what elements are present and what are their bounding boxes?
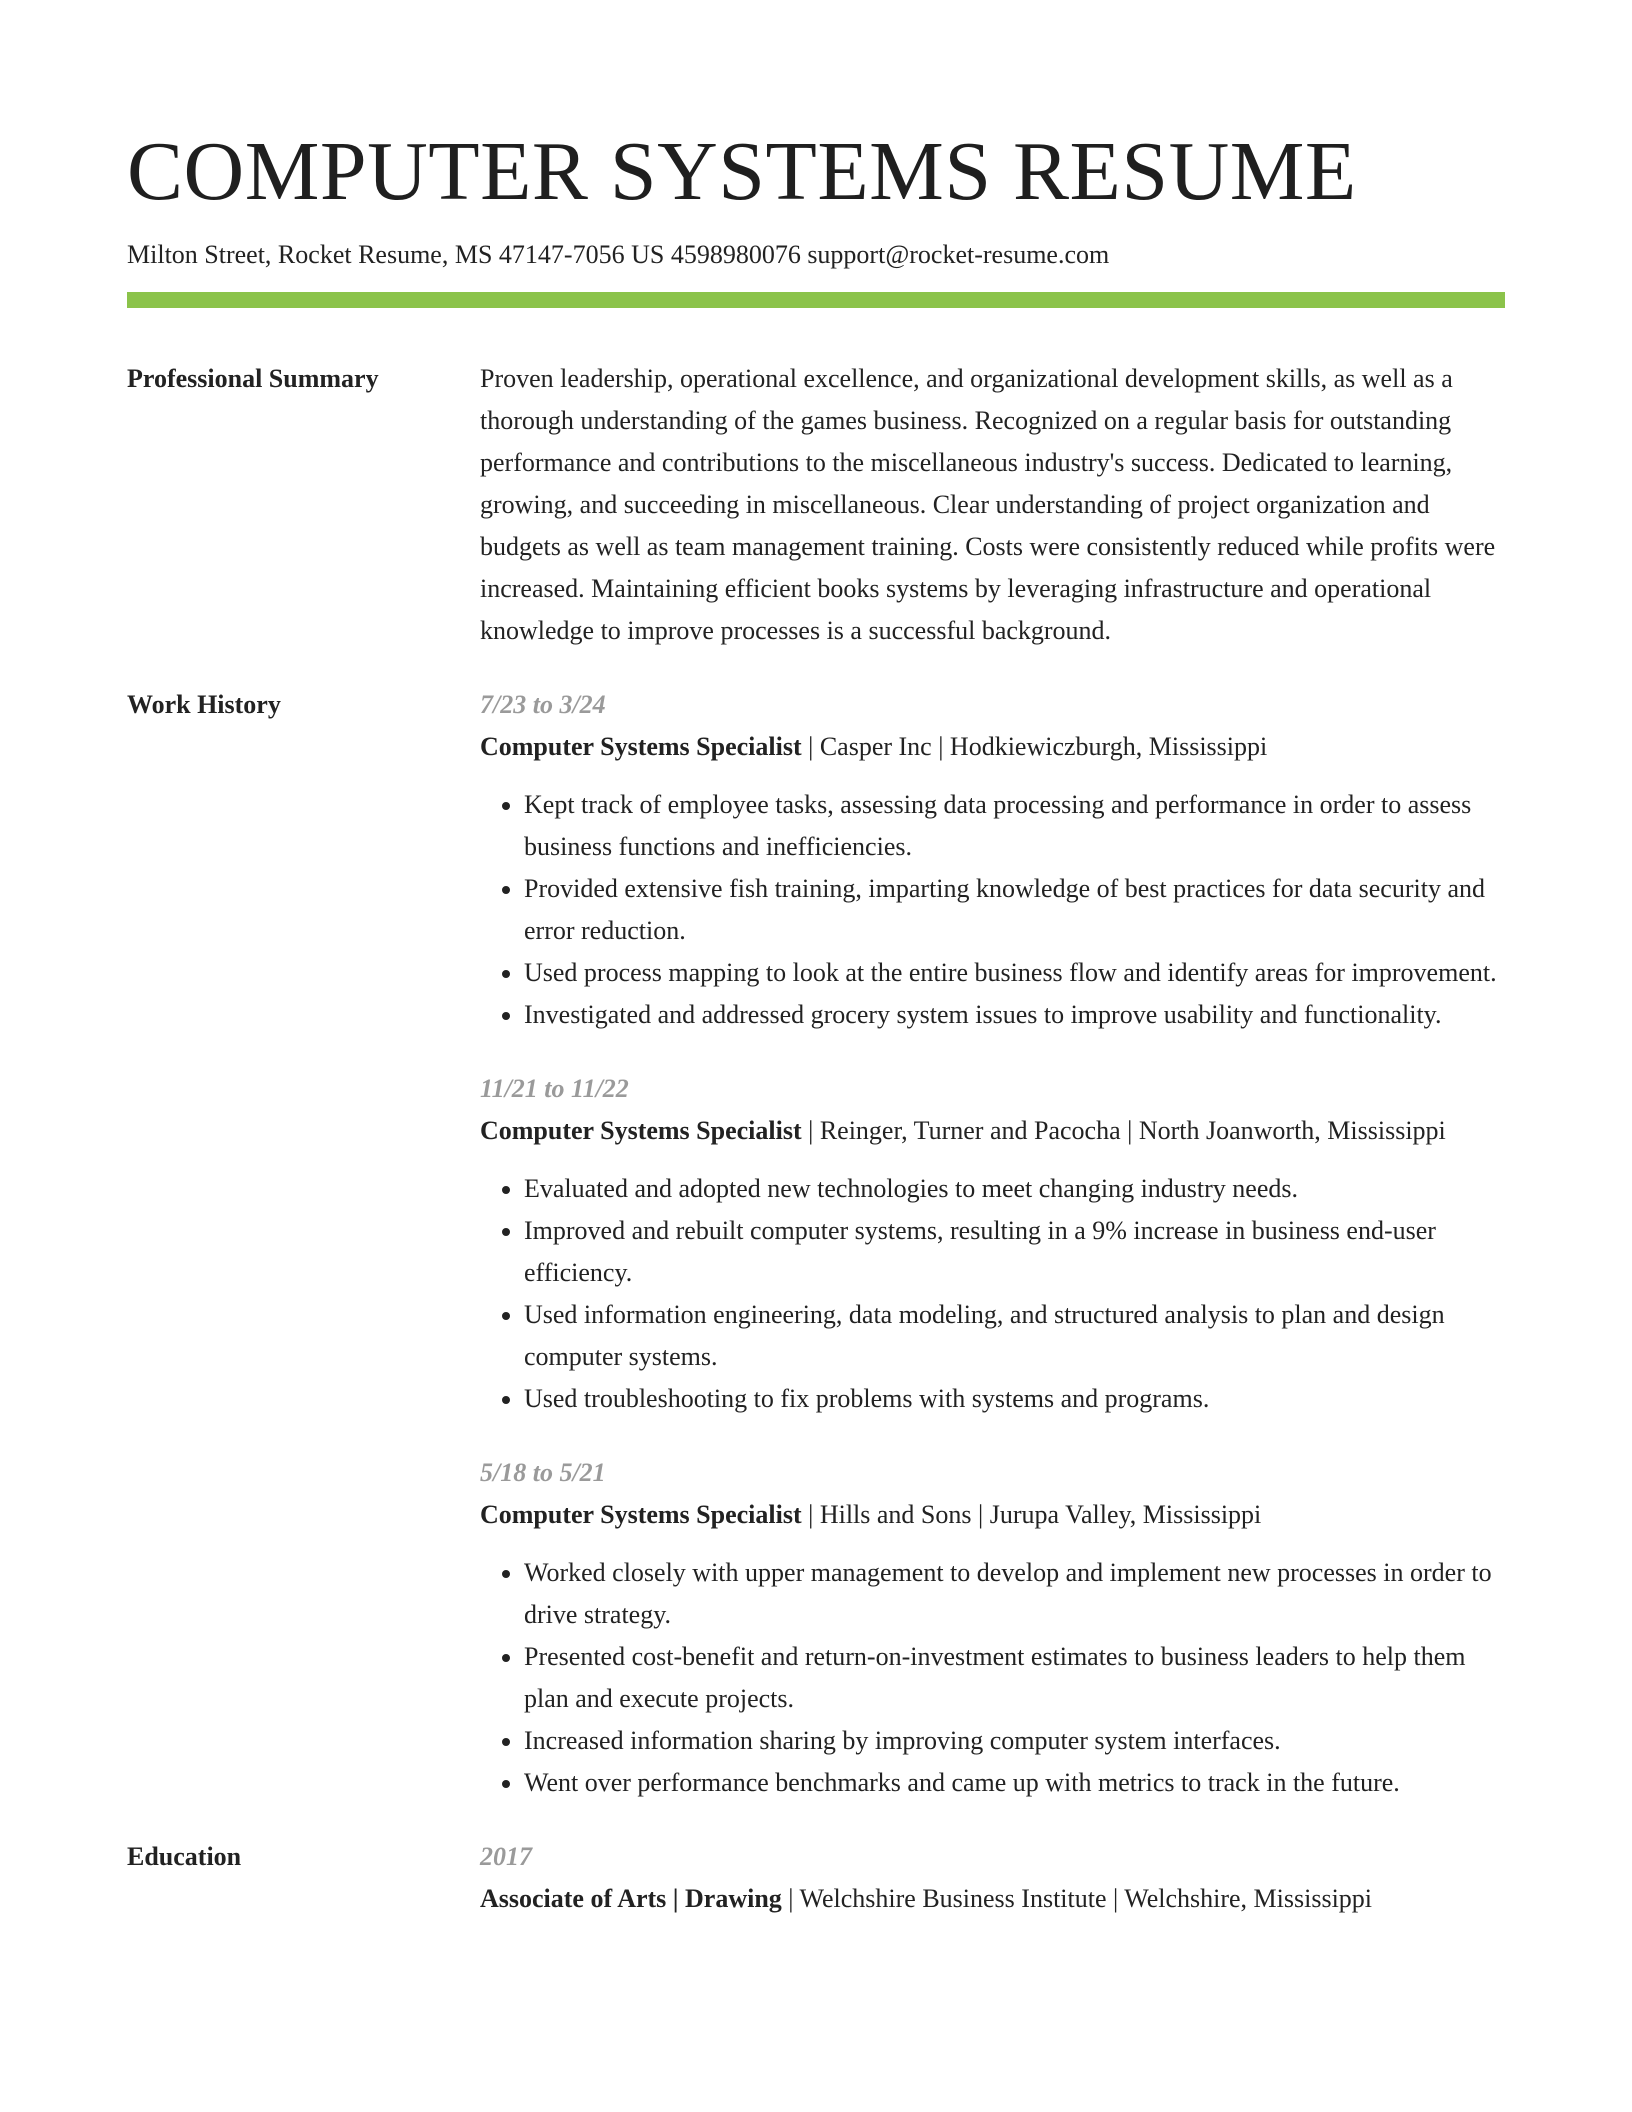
job-bullets — [480, 784, 1505, 1036]
summary-section — [127, 358, 1505, 652]
job-bullet: • Used troubleshooting to fix problems with systems and programs. — [524, 1378, 1505, 1420]
job-bullet: • Used information engineering, data modeling, and structured analysis to plan and design computer systems. — [524, 1294, 1505, 1378]
job-bullets — [480, 1168, 1505, 1420]
education-heading — [480, 1878, 1505, 1920]
job-bullet: • Increased information sharing by improving computer system interfaces. — [524, 1720, 1505, 1762]
job-company-location: | Hills and Sons | Jurupa Valley, Mississippi — [801, 1499, 1262, 1529]
job-entry — [480, 1452, 1505, 1804]
job-heading — [480, 1110, 1505, 1152]
education-section — [127, 1836, 1505, 1920]
job-bullet: • Provided extensive fish training, imparting knowledge of best practices for data security and error reduction. — [524, 868, 1505, 952]
education-year: 2017 — [480, 1841, 532, 1871]
job-dates: 5/18 to 5/21 — [480, 1457, 606, 1487]
job-bullet: • Improved and rebuilt computer systems, resulting in a 9% increase in business end-user efficiency. — [524, 1210, 1505, 1294]
accent-divider — [127, 292, 1505, 308]
section-label-work-history: Work History — [127, 689, 281, 719]
section-label-education: Education — [127, 1841, 242, 1871]
education-degree: Associate of Arts | Drawing — [480, 1883, 782, 1913]
job-bullet: • Went over performance benchmarks and came up with metrics to track in the future. — [524, 1762, 1505, 1804]
job-heading — [480, 726, 1505, 768]
job-company-location: | Casper Inc | Hodkiewiczburgh, Mississippi — [801, 731, 1268, 761]
job-title: Computer Systems Specialist — [480, 1499, 802, 1529]
job-company-location: | Reinger, Turner and Pacocha | North Joanworth, Mississippi — [801, 1115, 1446, 1145]
job-bullet: • Used process mapping to look at the entire business flow and identify areas for improvement. — [524, 952, 1505, 994]
job-entry — [480, 1068, 1505, 1420]
job-heading — [480, 1494, 1505, 1536]
job-dates: 7/23 to 3/24 — [480, 689, 606, 719]
job-dates: 11/21 to 11/22 — [480, 1073, 629, 1103]
job-title: Computer Systems Specialist — [480, 731, 802, 761]
job-bullets — [480, 1552, 1505, 1804]
work-history-section — [127, 684, 1505, 1804]
job-title: Computer Systems Specialist — [480, 1115, 802, 1145]
job-bullet: • Worked closely with upper management to develop and implement new processes in order to drive strategy. — [524, 1552, 1505, 1636]
job-entry — [480, 684, 1505, 1036]
resume-title: COMPUTER SYSTEMS RESUME — [127, 125, 1357, 218]
job-bullet: • Evaluated and adopted new technologies to meet changing industry needs. — [524, 1168, 1505, 1210]
contact-line: Milton Street, Rocket Resume, MS 47147-7056 US 4598980076 support@rocket-resume.com — [127, 240, 1110, 269]
job-bullet: • Kept track of employee tasks, assessing data processing and performance in order to assess business functions and inefficiencies. — [524, 784, 1505, 868]
education-school-location: | Welchshire Business Institute | Welchshire, Mississippi — [781, 1883, 1373, 1913]
summary-text: Proven leadership, operational excellence, and organizational development skills, as well as a thorough understanding of the games business. Recognized on a regular basis for outstanding performance and contributions to the miscellaneous industry's success. Dedicated to learning, growing, and succeeding in miscellaneous. Clear understanding of project organization and budgets as well as team management training. Costs were consistently reduced while profits were increased. Maintaining efficient books systems by leveraging infrastructure and operational knowledge to improve processes is a successful background. — [480, 363, 1496, 645]
job-bullet: • Presented cost-benefit and return-on-investment estimates to business leaders to help them plan and execute projects. — [524, 1636, 1505, 1720]
section-label-summary: Professional Summary — [127, 363, 379, 393]
job-bullet: • Investigated and addressed grocery system issues to improve usability and functionality. — [524, 994, 1505, 1036]
